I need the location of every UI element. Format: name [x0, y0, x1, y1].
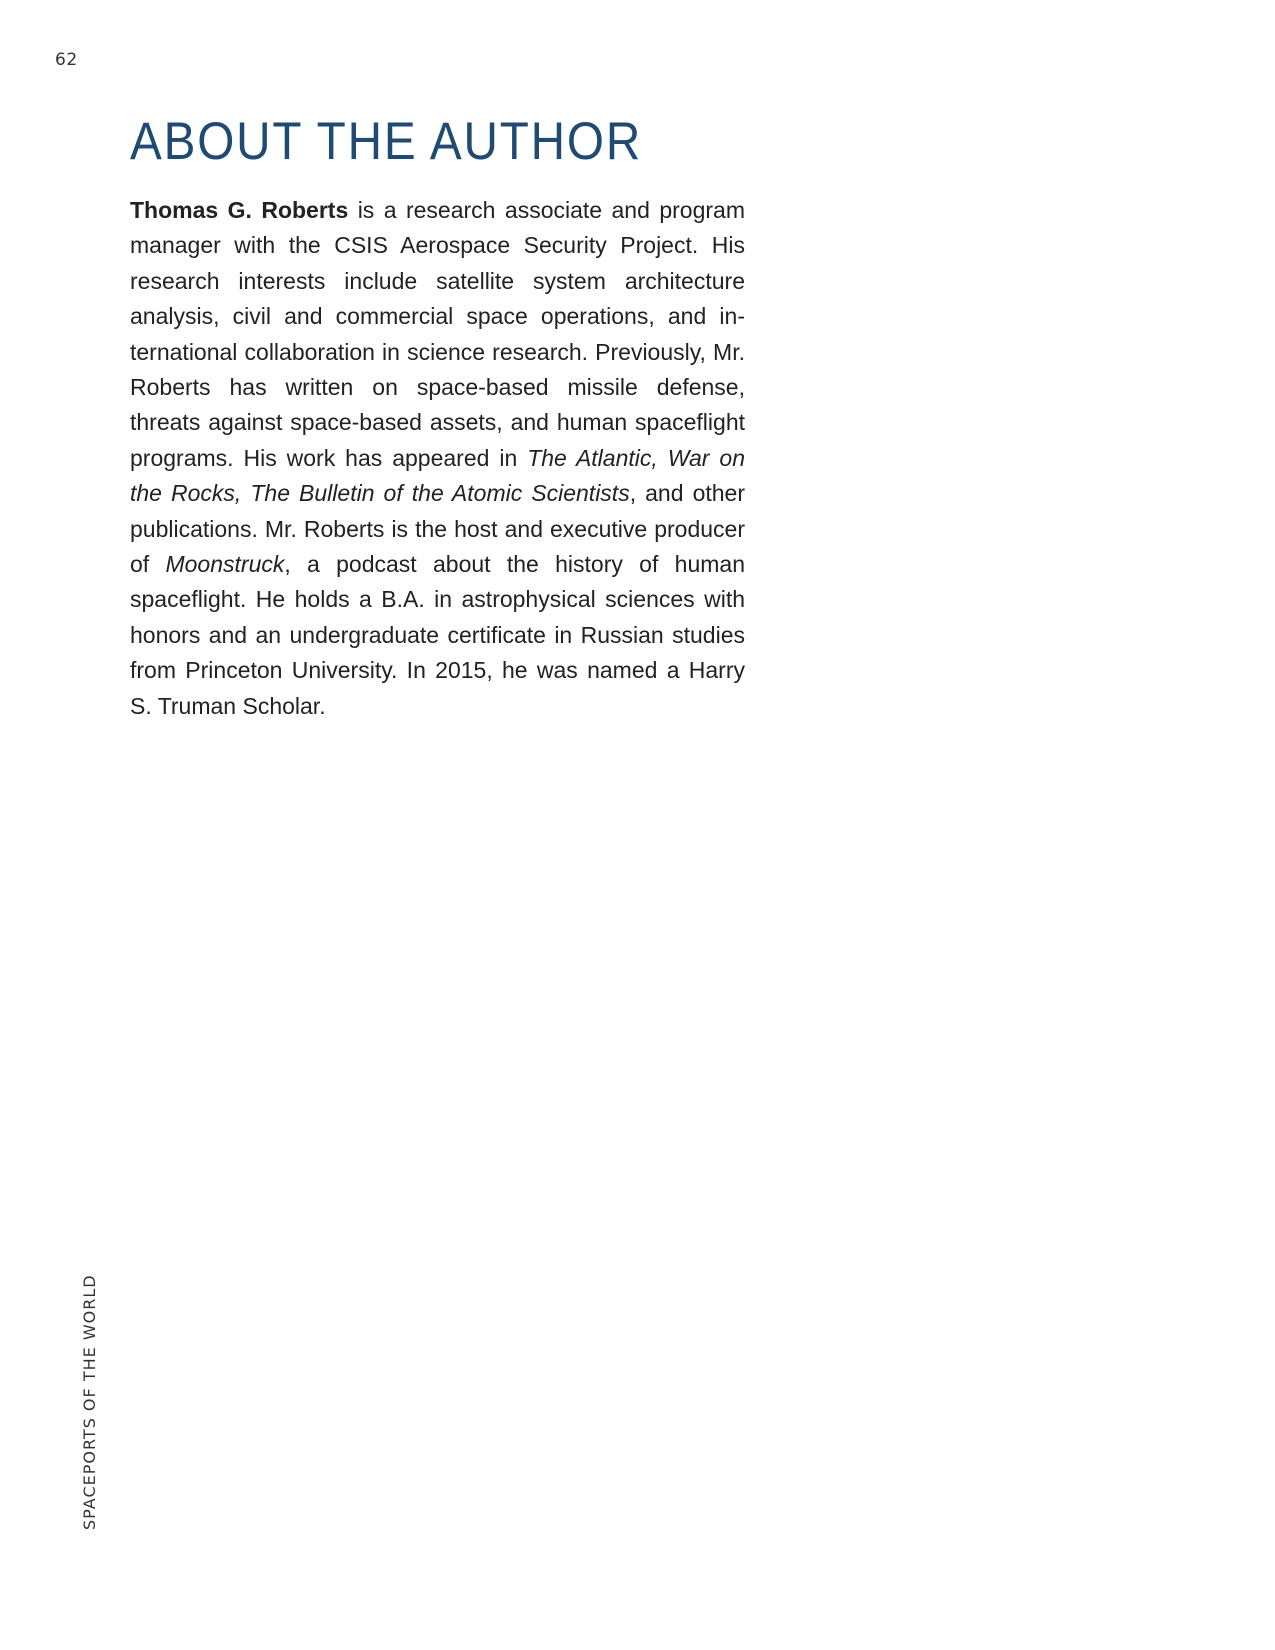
running-footer: SPACEPORTS OF THE WORLD [80, 1274, 99, 1530]
author-name: Thomas G. Roberts [130, 197, 349, 223]
publications-list: The Atlantic, War on the Rocks, The Bulletin of the Atomic Scientists [130, 444, 745, 507]
page-number: 62 [55, 50, 78, 70]
bio-text-3: , a podcast about the history of human spaceflight. He holds a B.A. in astrophysical sciences with honors and an undergraduate certificate in Russian studies from Princeton University. In 2015, he was named a Harry S. Truman Scholar. [130, 551, 745, 719]
bio-text-2: , and other publications. Mr. Roberts is the host and executive producer of [130, 480, 745, 578]
section-title: ABOUT THE AUTHOR [130, 112, 643, 171]
podcast-title: Moonstruck [165, 551, 285, 578]
bio-text-1: is a research associate and program manager with the CSIS Aerospace Security Project. His research interests include satellite system architecture analysis, civil and commercial space operations, and international collaboration in science research. Previously, Mr. Roberts has written on space-based missile defense, threats against space-based assets, and human spaceflight programs. His work has appeared in [130, 197, 745, 471]
author-bio [130, 193, 745, 724]
